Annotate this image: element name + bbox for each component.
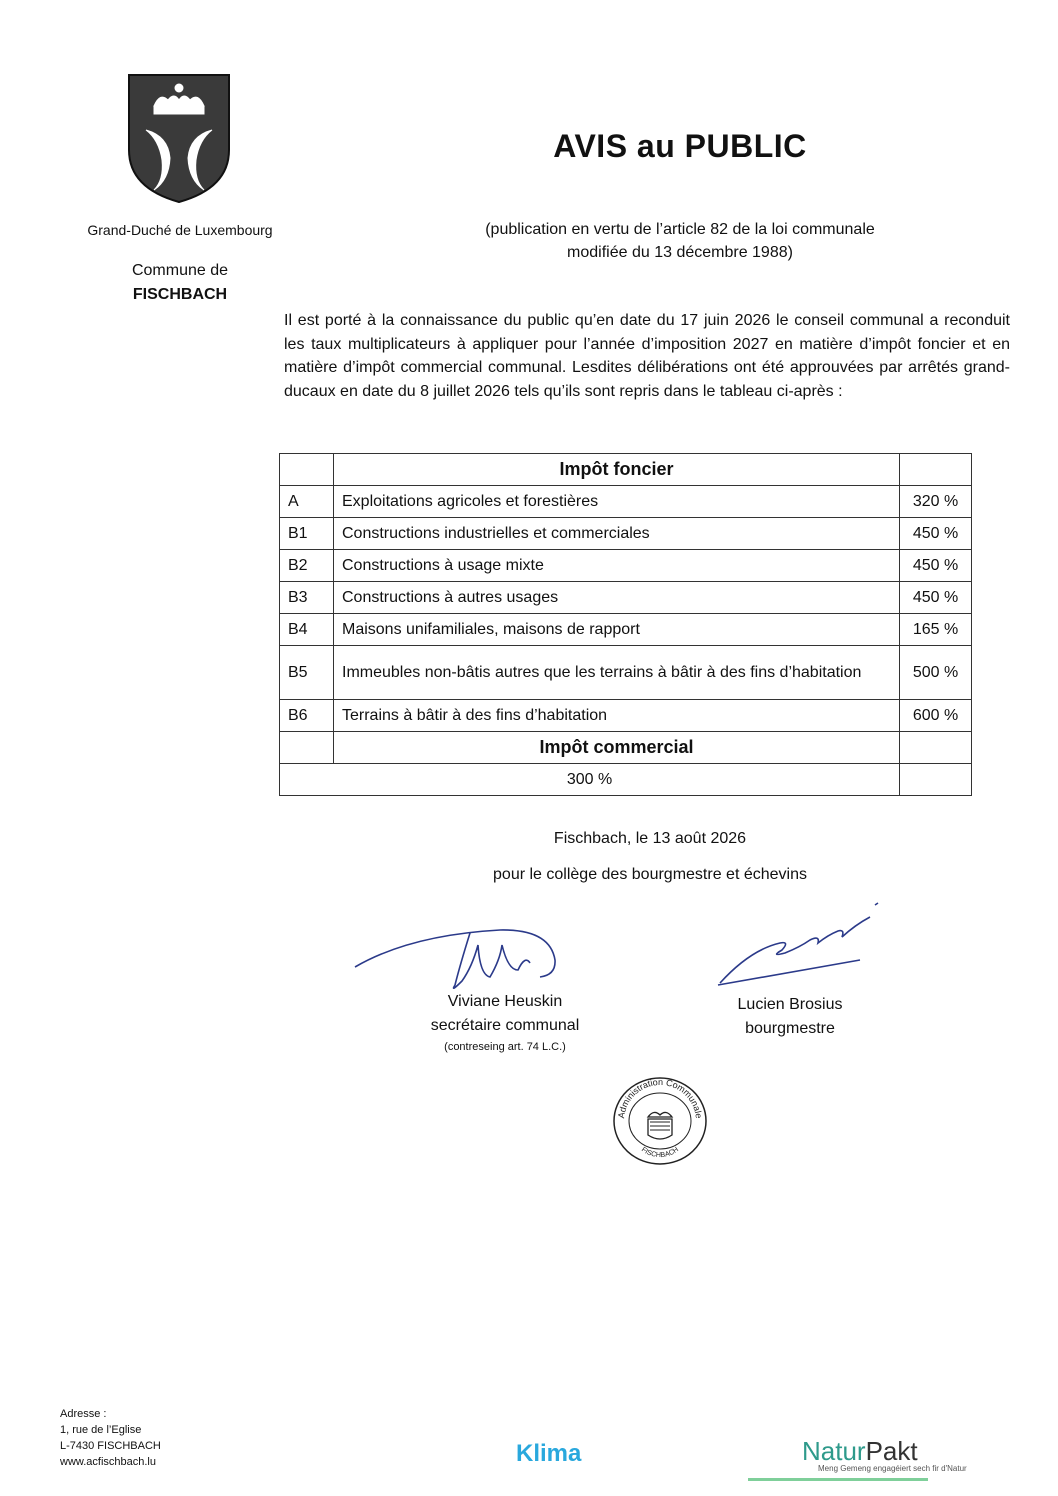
empty-cell [900,454,972,486]
table-row [280,582,972,614]
stamp-bottom-text: FISCHBACH [639,1146,681,1160]
subtitle-line-1: (publication en vertu de l’article 82 de la loi communale [485,221,875,238]
table-row [280,614,972,646]
empty-cell [900,764,972,796]
row-rate: 500 % [900,646,972,700]
row-code: B3 [280,582,334,614]
naturpakt-logo [802,1436,918,1467]
empty-cell [280,732,334,764]
signature-heuskin-icon [350,915,570,995]
signatory-2 [690,993,890,1041]
row-label: Maisons unifamiliales, maisons de rapport [334,614,900,646]
stamp-top-text: Administration Communale [616,1076,704,1119]
impot-commercial-rate: 300 % [280,764,900,796]
row-code: B1 [280,518,334,550]
footer-website: www.acfischbach.lu [60,1456,156,1468]
coat-of-arms-icon [124,70,234,205]
row-label: Exploitations agricoles et forestières [334,486,900,518]
subtitle [430,218,930,264]
footer-city: L-7430 FISCHBACH [60,1440,161,1452]
signatory-1-note: (contreseing art. 74 L.C.) [444,1041,566,1053]
row-rate: 450 % [900,518,972,550]
signatory-2-name: Lucien Brosius [737,996,843,1013]
row-code: B2 [280,550,334,582]
row-label: Terrains à bâtir à des fins d’habitation [334,700,900,732]
impot-commercial-header: Impôt commercial [334,732,900,764]
signatory-2-role: bourgmestre [745,1020,835,1037]
signatory-1-name: Viviane Heuskin [447,993,563,1010]
signatory-1-role: secrétaire communal [430,1017,580,1034]
country-name: Grand-Duché de Luxembourg [87,222,273,238]
row-label: Immeubles non-bâtis autres que les terrains à bâtir à des fins d’habitation [334,646,900,700]
row-code: B6 [280,700,334,732]
naturpakt-tagline: Meng Gemeng engagéiert sech fir d'Natur [818,1464,967,1473]
row-code: A [280,486,334,518]
svg-text:Administration Communale [616,1077,704,1119]
table-row [280,700,972,732]
commune-label: Commune de [131,262,229,279]
row-code: B5 [280,646,334,700]
college-line: pour le collège des bourgmestre et échevins [493,866,807,883]
row-code: B4 [280,614,334,646]
row-rate: 600 % [900,700,972,732]
table-row [280,518,972,550]
signatory-1 [380,990,630,1056]
table-row [280,646,972,700]
intro-paragraph: Il est porté à la connaissance du public qu’en date du 17 juin 2026 le conseil communal a reconduit les taux multiplicateurs à appliquer pour l’année d’imposition 2027 en matière d’impôt foncier et en matière d’impôt commercial communal. Lesdites délibérations ont été approuvées par arrêtés grand-ducaux en date du 8 juillet 2026 tels qu’ils sont repris dans le tableau ci-après : [284,312,1010,400]
official-stamp-icon [610,1075,710,1167]
footer-address-label: Adresse : [60,1408,107,1420]
row-label: Constructions industrielles et commerciales [334,518,900,550]
impot-foncier-header: Impôt foncier [334,454,900,486]
subtitle-line-2: modifiée du 13 décembre 1988) [567,244,793,261]
commune-name: FISCHBACH [132,286,228,303]
row-rate: 320 % [900,486,972,518]
naturpakt-bar [748,1478,928,1481]
page-title: AVIS au PUBLIC [553,128,807,164]
footer-address [60,1406,161,1470]
footer-street: 1, rue de l’Eglise [60,1424,142,1436]
row-label: Constructions à autres usages [334,582,900,614]
empty-cell [280,454,334,486]
date-line: Fischbach, le 13 août 2026 [553,830,747,847]
tax-rates-table [279,453,972,796]
signature-brosius-icon [710,895,900,990]
row-rate: 450 % [900,582,972,614]
empty-cell [900,732,972,764]
table-row [280,486,972,518]
klima-logo: Klima [516,1440,582,1467]
naturpakt-logo-natur: Natur [802,1436,866,1466]
svg-text:FISCHBACH [640,1146,680,1159]
table-row [280,550,972,582]
row-rate: 165 % [900,614,972,646]
row-label: Constructions à usage mixte [334,550,900,582]
row-rate: 450 % [900,550,972,582]
naturpakt-logo-pakt: Pakt [865,1436,918,1466]
